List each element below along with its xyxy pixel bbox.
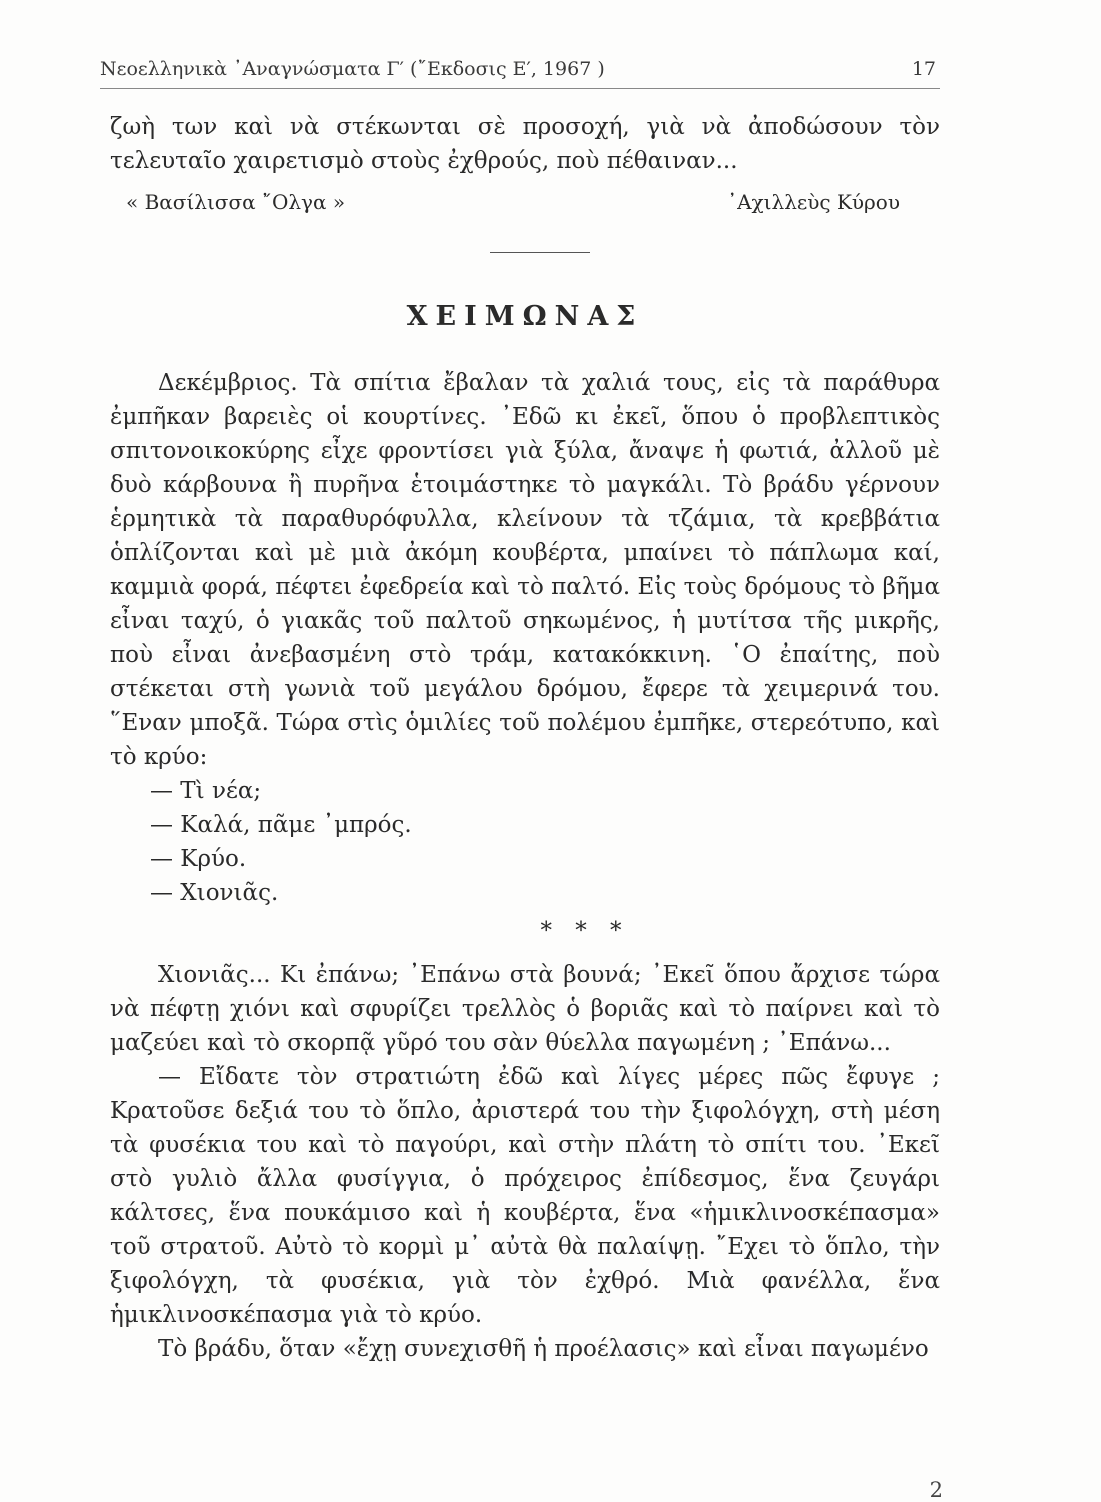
- paragraph: Τὸ βράδυ, ὅταν «ἔχῃ συνεχισθῆ ἡ προέλασις» καὶ εἶναι παγωμένο: [158, 1336, 929, 1362]
- running-header: [100, 52, 940, 89]
- running-title: Νεοελληνικὰ ᾽Αναγνώσματα Γ′ (῎Εκδοσις Ε′, 1967 ): [100, 58, 605, 80]
- page-number: 17: [911, 58, 936, 80]
- dialogue-line: — Κρύο.: [150, 846, 247, 872]
- source-line: [110, 182, 940, 222]
- paragraph: — Εἴδατε τὸν στρατιώτη ἐδῶ καὶ λίγες μέρες πῶς ἔφυγε ; Κρατοῦσε δεξιά του τὸ ὅπλο, ἀριστερά του τὴν ξιφολόγχη, στὴ μέση τὰ φυσέκια του καὶ τὸ παγούρι, καὶ στὴν πλάτη τὸ σπίτι του. ᾽Εκεῖ στὸ γυλιὸ ἄλλα φυσίγγια, ὁ πρόχειρος ἐπίδεσμος, ἕνα ζευγάρι κάλτσες, ἕνα πουκάμισο καὶ ἡ κουβέρτα, ἕνα «ἡμικλινοσκέπασμα» τοῦ στρατοῦ. Αὐτὸ τὸ κορμὶ μ᾽ αὐτὰ θὰ παλαίψῃ. ῎Εχει τὸ ὅπλο, τὴν ξιφολόγχη, τὰ φυσέκια, γιὰ τὸν ἐχθρό. Μιὰ φανέλλα, ἕνα ἡμικλινοσκέπασμα γιὰ τὸ κρύο.: [110, 1064, 940, 1328]
- dialogue-block: [150, 774, 940, 910]
- dialogue-line: — Χιονιᾶς.: [150, 880, 279, 906]
- paragraph: Χιονιᾶς... Κι ἐπάνω; ᾽Επάνω στὰ βουνά; ᾽Εκεῖ ὅπου ἄρχισε τώρα νὰ πέφτῃ χιόνι καὶ σφυρίζει τρελλὸς ὁ βοριᾶς καὶ τὸ παίρνει καὶ τὸ μαζεύει καὶ τὸ σκορπᾷ γῦρό του σὰν θύελλα παγωμένη ; ᾽Επάνω...: [110, 962, 940, 1056]
- paragraph: Δεκέμβριος. Τὰ σπίτια ἔβαλαν τὰ χαλιά τους, εἰς τὰ παράθυρα ἐμπῆκαν βαρειὲς οἱ κουρτίνες. ᾽Εδῶ κι ἐκεῖ, ὅπου ὁ προβλεπτικὸς σπιτονοικοκύρης εἶχε φροντίσει γιὰ ξύλα, ἄναψε ἡ φωτιά, ἀλλοῦ μὲ δυὸ κάρβουνα ἢ πυρῆνα ἑτοιμάστηκε τὸ μαγκάλι. Τὸ βράδυ γέρνουν ἑρμητικὰ τὰ παραθυρόφυλλα, κλείνουν τὰ τζάμια, τὰ κρεββάτια ὁπλίζονται καὶ μὲ μιὰ ἀκόμη κουβέρτα, μπαίνει τὸ πάπλωμα καί, καμμιὰ φορά, πέφτει ἐφεδρεία καὶ τὸ παλτό. Εἰς τοὺς δρόμους τὸ βῆμα εἶναι ταχύ, ὁ γιακᾶς τοῦ παλτοῦ σηκωμένος, ἡ μυτίτσα τῆς μικρῆς, ποὺ εἶναι ἀνεβασμένη στὸ τράμ, κατακόκκινη. ῾Ο ἐπαίτης, ποὺ στέκεται στὴ γωνιὰ τοῦ μεγάλου δρόμου, ἔφερε τὰ χειμερινά του. ῞Εναν μποξᾶ. Τώρα στὶς ὁμιλίες τοῦ πολέμου ἐμπῆκε, στερεότυπο, καὶ τὸ κρύο:: [110, 370, 940, 770]
- intro-paragraph: ζωὴ των καὶ νὰ στέκωνται σὲ προσοχή, γιὰ νὰ ἀποδώσουν τὸν τελευταῖο χαιρετισμὸ στοὺς ἐχθρούς, ποὺ πέθαιναν...: [110, 114, 940, 174]
- page-body: [110, 110, 940, 1366]
- source-work: « Βασίλισσα ῎Ολγα »: [126, 190, 346, 214]
- chapter-title: ΧΕΙΜΩΝΑΣ: [406, 301, 644, 332]
- asterism-separator: * * *: [540, 918, 630, 944]
- dialogue-line: — Καλά, πᾶμε ᾽μπρός.: [150, 812, 412, 838]
- dialogue-line: — Τὶ νέα;: [150, 778, 262, 804]
- section-divider: [490, 252, 590, 253]
- source-author: ᾽Αχιλλεὺς Κύρου: [727, 190, 900, 214]
- signature-mark: 2: [929, 1478, 943, 1502]
